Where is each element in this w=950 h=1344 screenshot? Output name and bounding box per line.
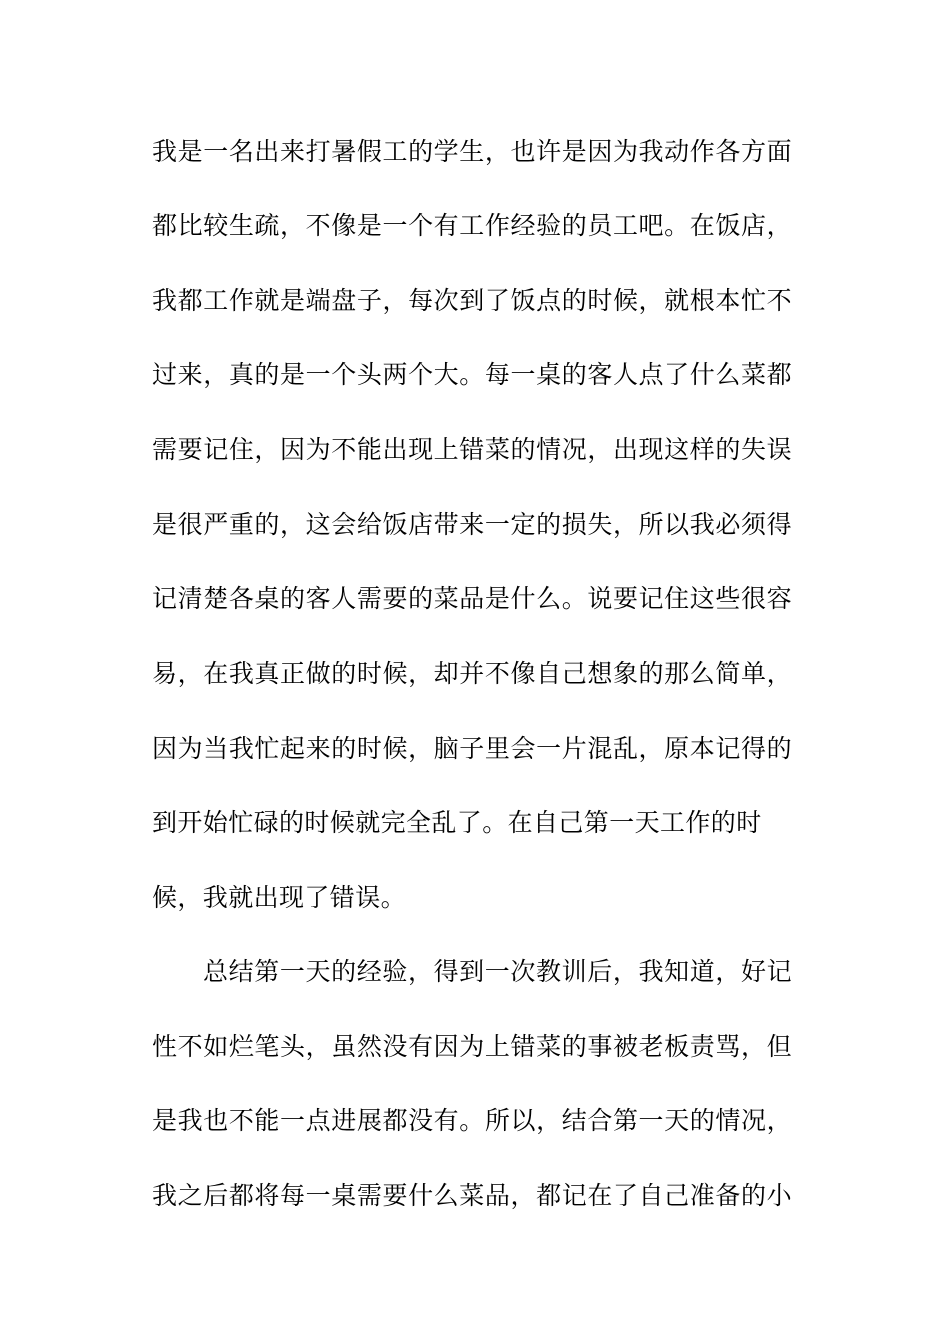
paragraph-1-line-11: 候，我就出现了错误。 (152, 883, 407, 912)
paragraph-2-line-1: 总结第一天的经验，得到一次教训后，我知道，好记 (203, 957, 792, 986)
paragraph-1-line-5: 需要记住，因为不能出现上错菜的情况，出现这样的失误 (152, 435, 792, 464)
paragraph-1-line-10: 到开始忙碌的时候就完全乱了。在自己第一天工作的时 (152, 808, 762, 837)
paragraph-1-line-4: 过来，真的是一个头两个大。每一桌的客人点了什么菜都 (152, 360, 792, 389)
paragraph-1-line-9: 因为当我忙起来的时候，脑子里会一片混乱，原本记得的 (152, 734, 792, 763)
paragraph-2-line-4: 我之后都将每一桌需要什么菜品，都记在了自己准备的小 (152, 1181, 792, 1210)
paragraph-1-line-6: 是很严重的，这会给饭店带来一定的损失，所以我必须得 (152, 510, 792, 539)
paragraph-1-line-2: 都比较生疏，不像是一个有工作经验的员工吧。在饭店， (152, 211, 792, 240)
paragraph-1-line-8: 易，在我真正做的时候，却并不像自己想象的那么简单， (152, 659, 792, 688)
paragraph-2-line-2: 性不如烂笔头，虽然没有因为上错菜的事被老板责骂，但 (152, 1032, 792, 1061)
paragraph-2-line-3: 是我也不能一点进展都没有。所以，结合第一天的情况， (152, 1106, 792, 1135)
paragraph-1-line-7: 记清楚各桌的客人需要的菜品是什么。说要记住这些很容 (152, 584, 792, 613)
paragraph-1-line-1: 我是一名出来打暑假工的学生，也许是因为我动作各方面 (152, 137, 792, 166)
paragraph-1-line-3: 我都工作就是端盘子，每次到了饭点的时候，就根本忙不 (152, 286, 792, 315)
